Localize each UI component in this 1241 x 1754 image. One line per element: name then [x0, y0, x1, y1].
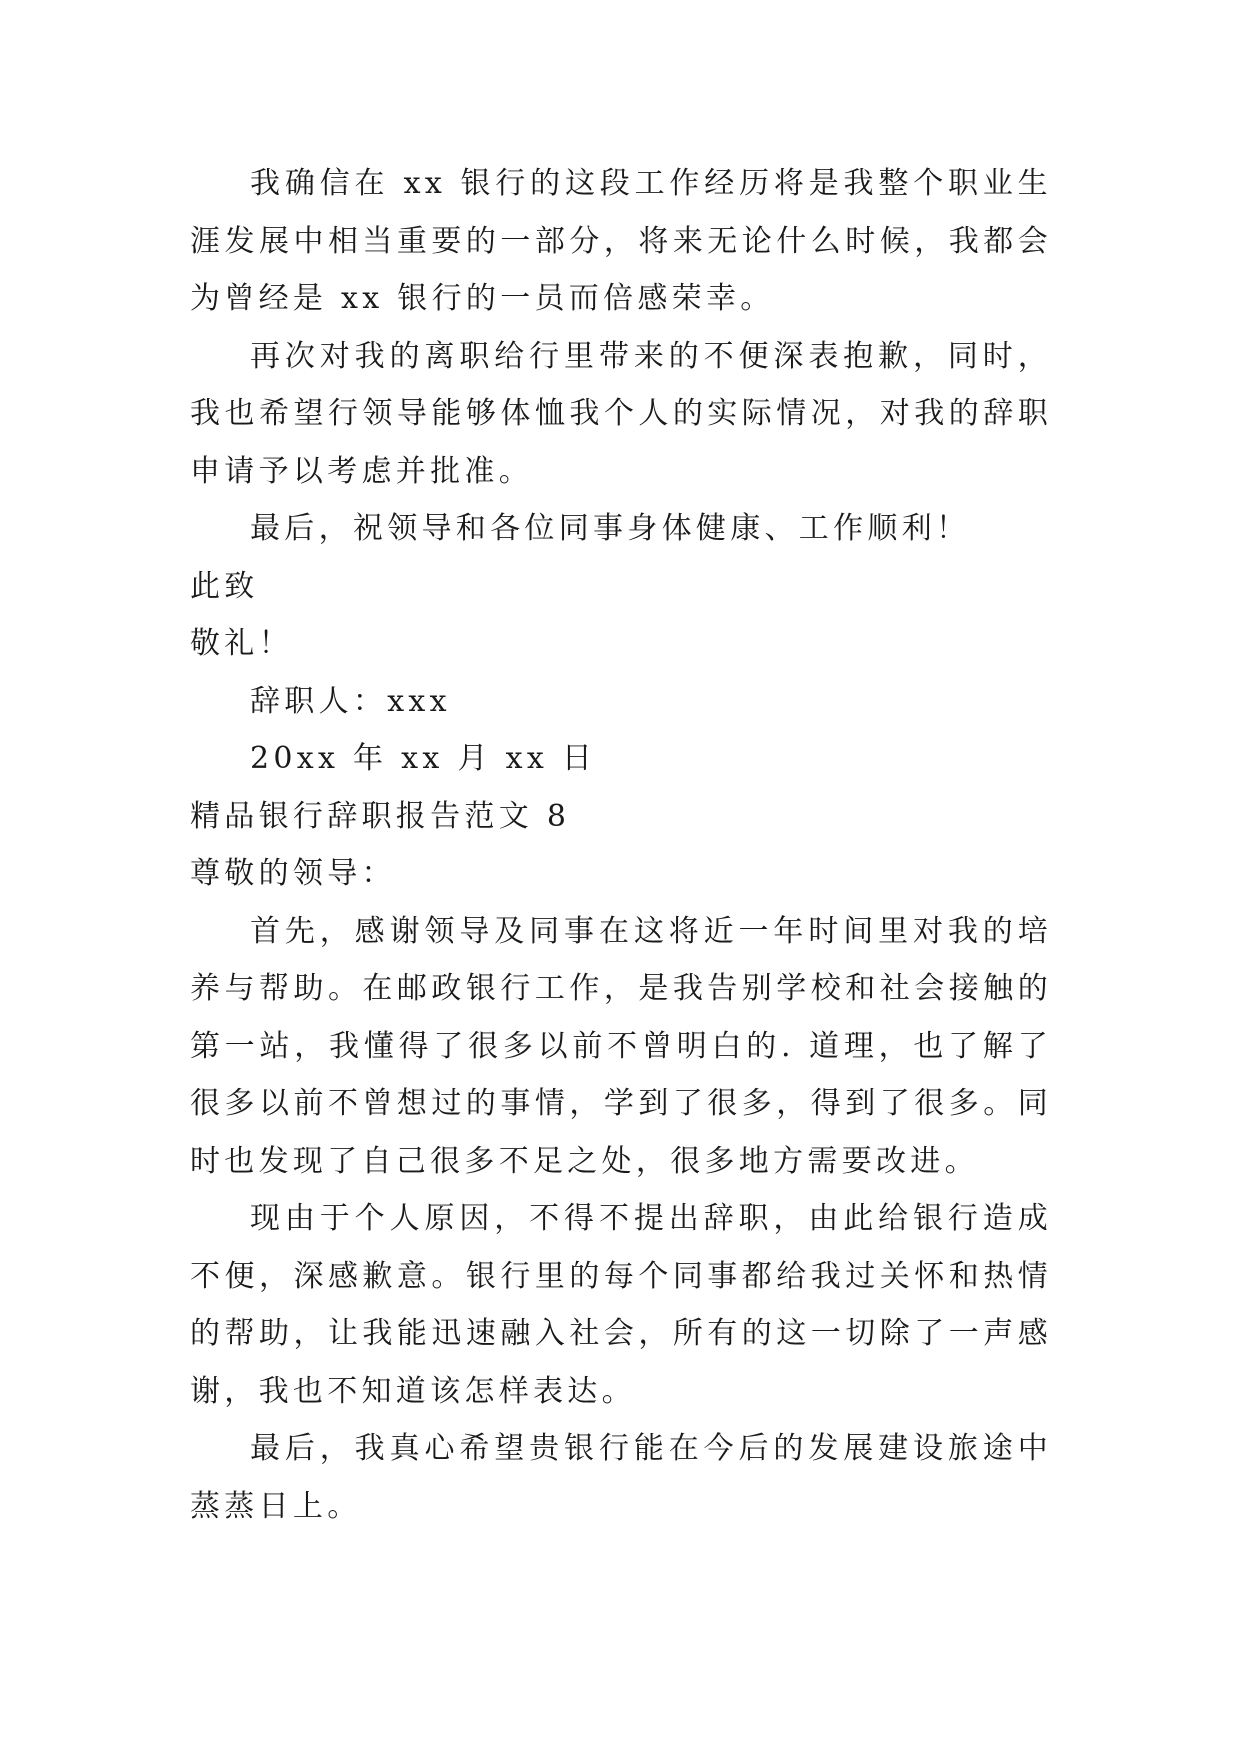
section-title: 精品银行辞职报告范文 8 — [190, 798, 571, 834]
body-paragraph-final: 最后，我真心希望贵银行能在今后的发展建设旅途中蒸蒸日上。 — [190, 1431, 1052, 1524]
signer-line: 辞职人：xxx — [250, 683, 451, 719]
paragraph-experience: 我确信在 xx 银行的这段工作经历将是我整个职业生涯发展中相当重要的一部分，将来无论什么时候，我都会为曾经是 xx 银行的一员而倍感荣幸。 — [190, 166, 1052, 316]
document-text — [190, 155, 1052, 1535]
closing-line-2: 敬礼！ — [190, 626, 293, 661]
body-paragraph-thanks: 首先，感谢领导及同事在这将近一年时间里对我的培养与帮助。在邮政银行工作，是我告别学校和社会接触的第一站，我懂得了很多以前不曾明白的. 道理，也了解了很多以前不曾想过的事情，学到了很多，得到了很多。同时也发现了自己很多不足之处，很多地方需要改进。 — [190, 913, 1052, 1179]
body-paragraph-reason: 现由于个人原因，不得不提出辞职，由此给银行造成不便，深感歉意。银行里的每个同事都给我过关怀和热情的帮助，让我能迅速融入社会，所有的这一切除了一声感谢，我也不知道该怎样表达。 — [190, 1201, 1052, 1409]
date-line: 20xx 年 xx 月 xx 日 — [250, 741, 597, 776]
paragraph-apology: 再次对我的离职给行里带来的不便深表抱歉，同时，我也希望行领导能够体恤我个人的实际情况，对我的辞职申请予以考虑并批准。 — [190, 338, 1052, 489]
paragraph-wishes: 最后，祝领导和各位同事身体健康、工作顺利！ — [250, 511, 971, 546]
salutation: 尊敬的领导： — [190, 856, 396, 891]
closing-line-1: 此致 — [190, 568, 259, 604]
